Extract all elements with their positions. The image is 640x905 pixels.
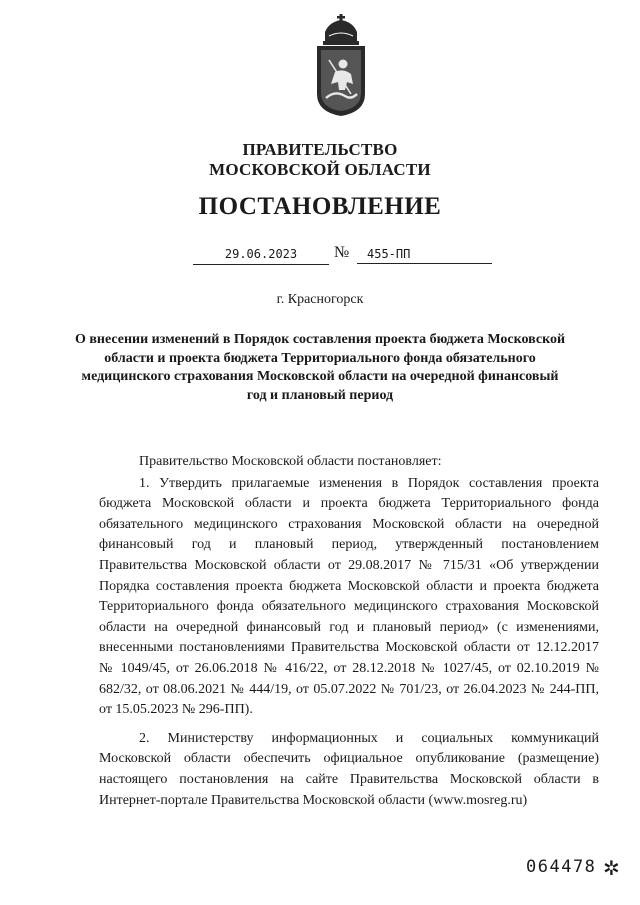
document-date: 29.06.2023 [193,244,329,265]
body-paragraph-1: 1. Утвердить прилагаемые изменения в Порядок составления проекта бюджета Московской области и проекта бюджета Территориального фонда обязательного медицинского страхования Московской области на очередной финансовый год и плановый период, утвержденный постановлением Правительства Московской области от 29.08.2017 № 715/31 «Об утверждении Порядка составления проекта бюджета Московской области и проекта бюджета Территориального фонда обязательного медицинского страхования Московской области на очередной финансовый год и плановый период» (с изменениями, внесенными постановлениями Правительства Московской области от 12.12.2017 № 1049/45, от 26.06.2018 № 416/22, от 28.12.2018 № 1027/45, от 02.10.2019 № 682/32, от 08.06.2021 № 444/19, от 05.07.2022 № 701/23, от 26.04.2023 № 244-ПП, от 15.05.2023 № 296-ПП). [99,475,599,718]
document-number: 455-ПП [357,244,492,264]
document-subject: О внесении изменений в Порядок составления проекта бюджета Московской области и проекта бюджета Территориального фонда обязательного медицинского страхования Московской области на очередной финансовый год и плановый период [74,332,566,403]
body-intro: Правительство Московской области постановляет: [139,454,442,469]
government-title-line1: ПРАВИТЕЛЬСТВО [242,140,398,159]
footer-serial-number: 064478 [526,857,597,877]
number-sign: № [334,244,350,261]
government-title-line2: МОСКОВСКОЙ ОБЛАСТИ [209,160,431,179]
coat-of-arms-icon [311,14,371,118]
issue-city: г. Красногорск [276,292,364,307]
footer-star-icon: ✲ [603,858,620,880]
body-paragraph-2: 2. Министерству информационных и социальных коммуникаций Московской области обеспечить официальное опубликование (размещение) настоящего постановления на сайте Правительства Московской области в Интернет-портале Правительства Московской области (www.mosreg.ru) [99,730,599,808]
document-type-heading: ПОСТАНОВЛЕНИЕ [198,193,442,220]
document-body [99,452,599,811]
